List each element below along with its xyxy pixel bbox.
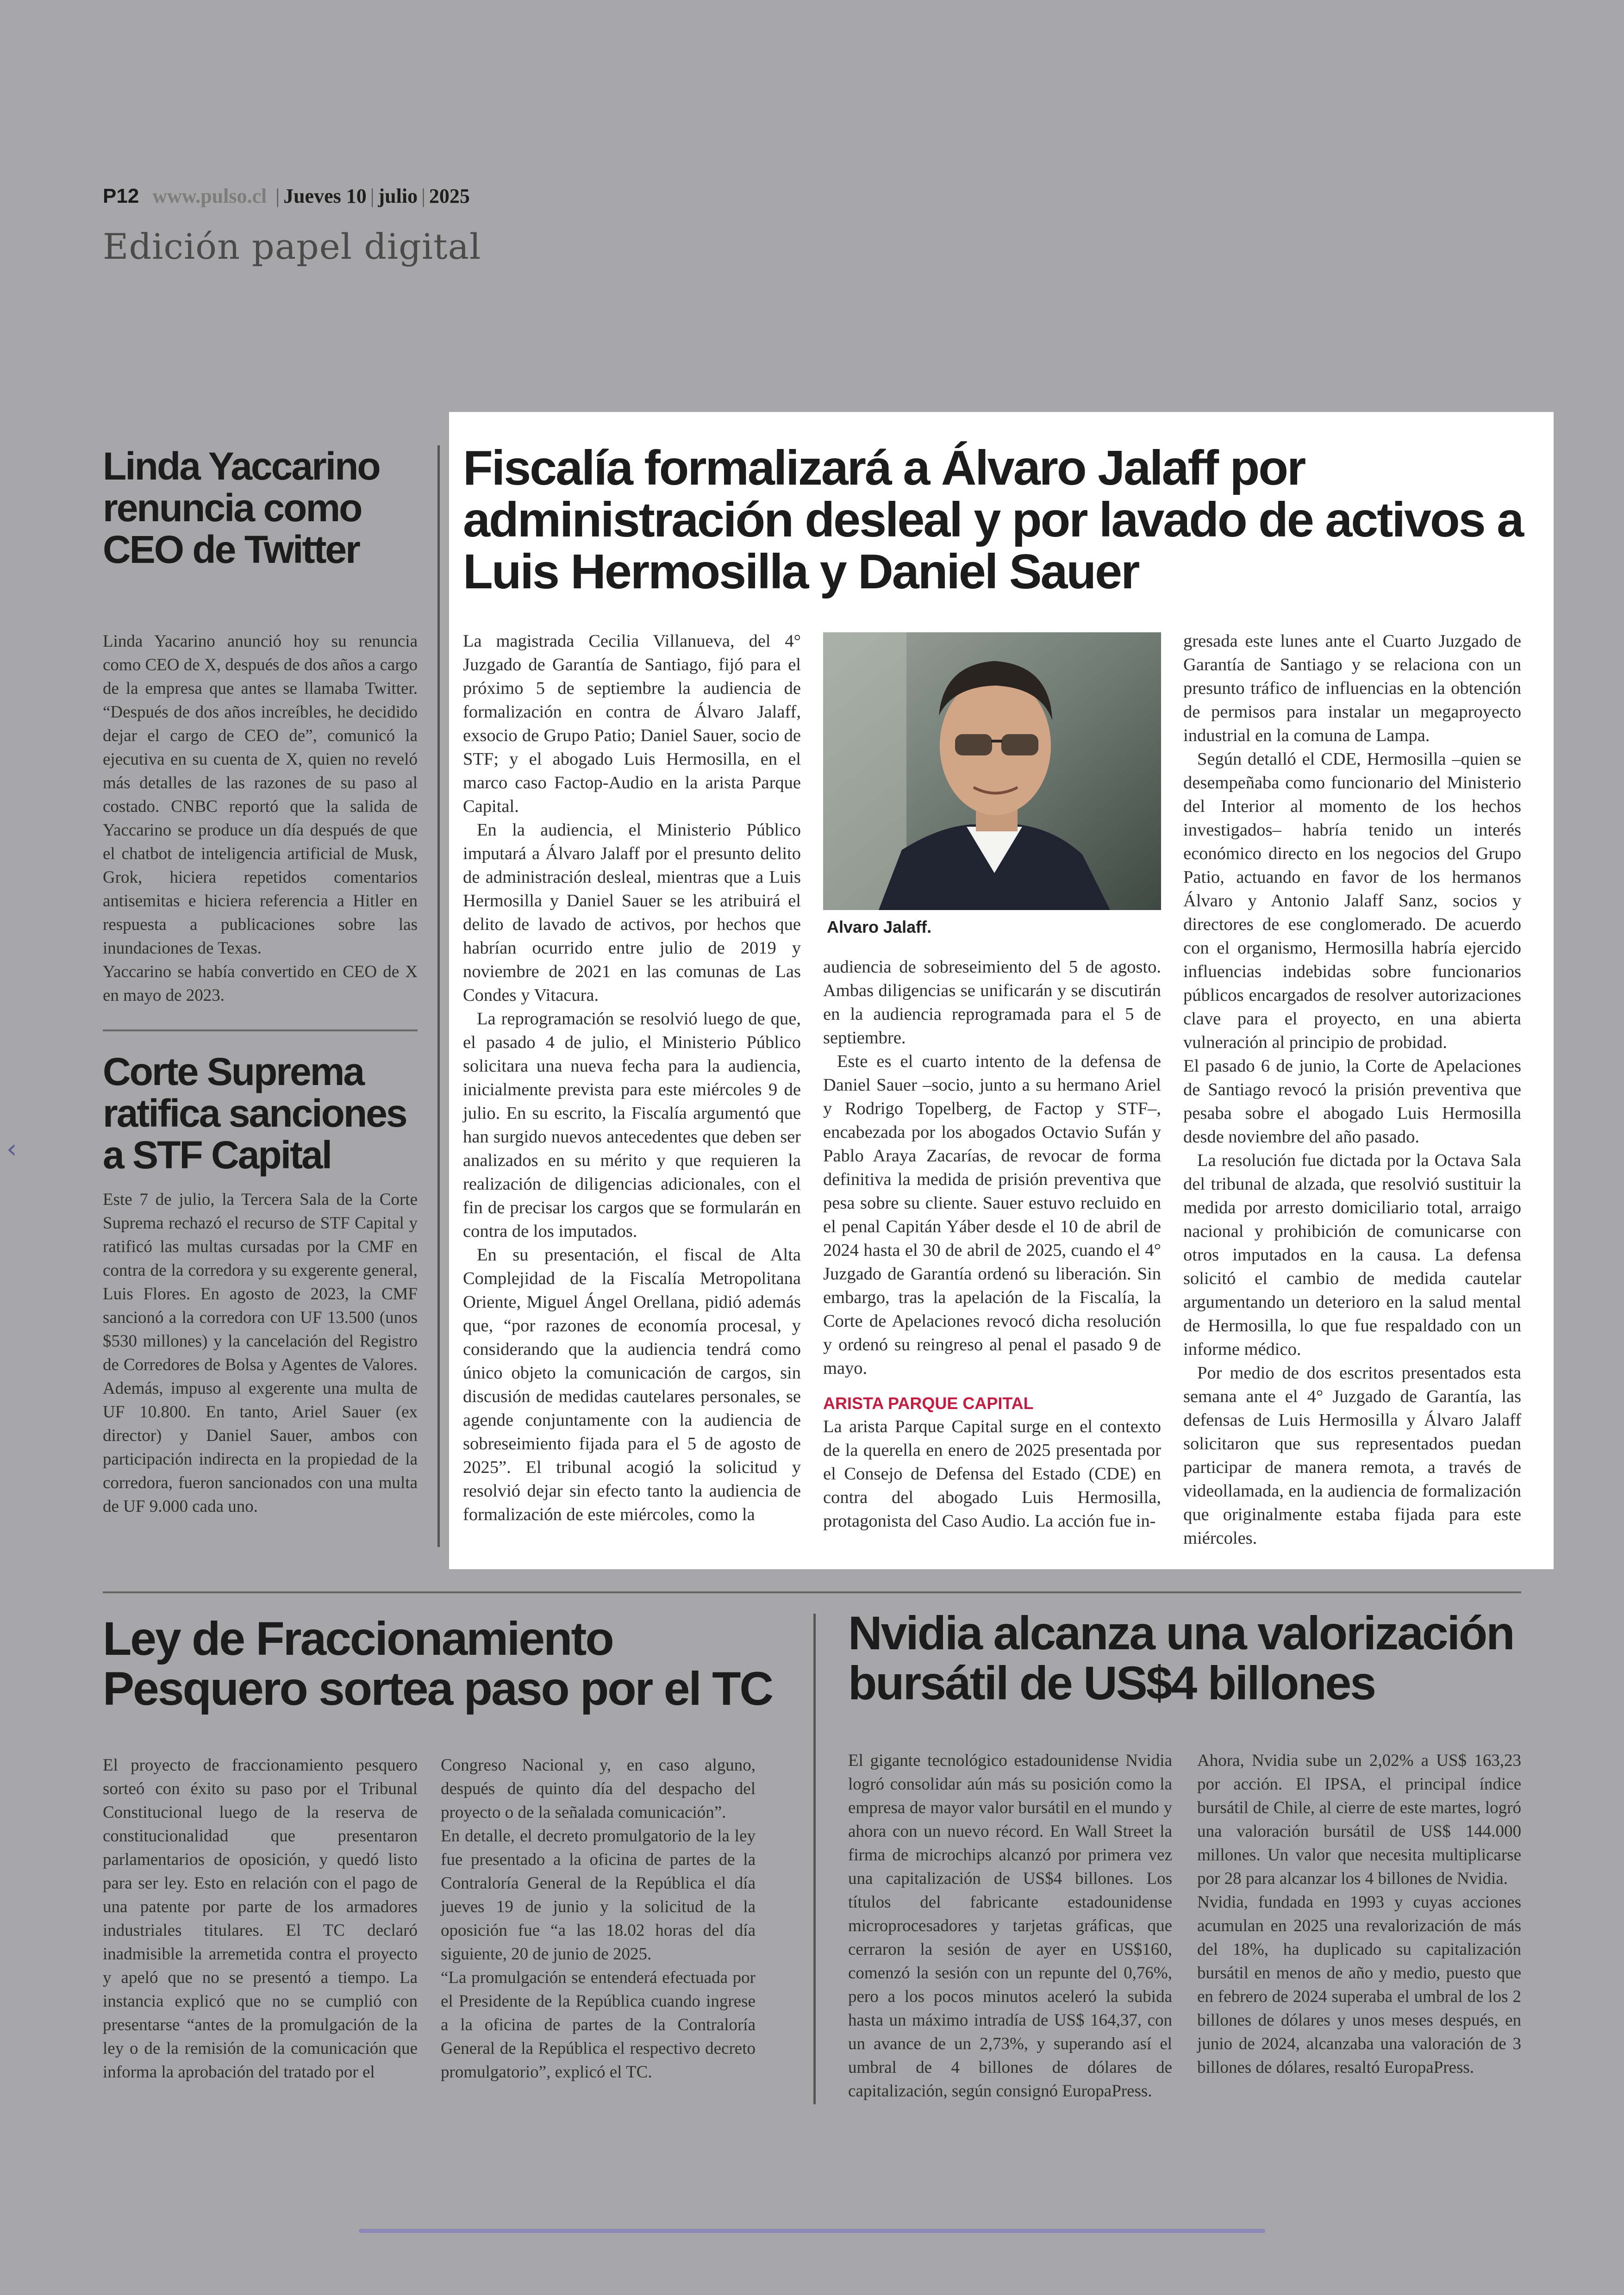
header-day: Jueves 10 [283,185,367,207]
main-headline: Fiscalía formalizará a Álvaro Jalaff por administración desleal y por lavado de activos a Luis Hermosilla y Daniel Sauer [463,441,1523,599]
column-divider [813,1614,816,2104]
alvaro-jalaff-photo [823,632,1161,910]
main-story-col1 [463,630,801,1527]
paragraph: El proyecto de fraccionamiento pesquero sorteó con éxito su paso por el Tribunal Constitucional luego de la reserva de constitucionalidad que presentaron parlamentarios de oposición, y quedó listo para ser ley. Esto en relación con el pago de una patente por parte de los armadores industriales titulares. El TC declaró inadmisible la arremetida contra el proyecto y apeló que no se presentó a tiempo. La instancia explicó que no se cumplió con presentarse “antes de la promulgación de la ley o de la remisión de la comunicación que informa la aprobación del tratado por el [103,1756,418,2082]
nvidia-col2 [1197,1749,1521,2079]
photo-caption: Alvaro Jalaff. [827,917,932,936]
paragraph: audiencia de sobreseimiento del 5 de agosto. Ambas diligencias se unificarán y se discutirán en la audiencia reprogramada para el 5 de septiembre. [823,957,1161,1048]
paragraph: En la audiencia, el Ministerio Público imputará a Álvaro Jalaff por el presunto delito de administración desleal, mientras que a Luis Hermosilla y Daniel Sauer se les atribuirá el delito de lavado de activos, por hechos que habrían ocurrido entre julio de 2019 y noviembre de 2021 en las comunas de Las Condes y Vitacura. [463,820,801,1005]
paragraph: El gigante tecnológico estadounidense Nvidia logró consolidar aún más su posición como la empresa de mayor valor bursátil en el mundo y ahora con un nuevo récord. En Wall Street la firma de microchips alcanzó por primera vez una capitalización de US$4 billones. Los títulos del fabricante estadounidense microprocesadores y tarjetas gráficas, que cerraron la sesión de ayer en US$160, comenzó la sesión con un repunte del 0,76%, pero a los pocos minutos aceleró la subida hasta un máximo intradía de US$ 164,37, con un avance de un 2,73%, y superando así el umbral de 4 billones de dólares de capitalización, según consignó EuropaPress. [848,1751,1172,2101]
main-story-col3 [1183,630,1521,1550]
section-divider [103,1591,1521,1593]
chevron-left-icon[interactable]: ‹ [6,1134,17,1164]
paragraph: Este es el cuarto intento de la defensa de Daniel Sauer –socio, junto a su hermano Ariel y Rodrigo Topelberg, de Factop y STF–, encabezada por los abogados Octavio Sufán y Pablo Araya Zacarías, de revocar de forma definitiva la medida de prisión preventiva que pesa sobre su cliente. Sauer estuvo recluido en el penal Capitán Yáber desde el 10 de abril de 2024 hasta el 30 de abril de 2025, cuando el 4° Juzgado de Garantía ordenó su liberación. Sin embargo, tras la apelación de la Fiscalía, la Corte de Apelaciones revocó dicha resolución y ordenó su reingreso al penal el pasado 9 de mayo. [823,1052,1161,1378]
paragraph: “La promulgación se entenderá efectuada por el Presidente de la República cuando ingrese a la oficina de partes de la Contraloría General de la República el respectivo decreto promulgatorio”, explicó el TC. [441,1968,756,2082]
paragraph: Este 7 de julio, la Tercera Sala de la Corte Suprema rechazó el recurso de STF Capital y ratificó las multas cursadas por la CMF en contra de la corredora y su exgerente general, Luis Flores. En agosto de 2023, la CMF sancionó a la corredora con UF 13.500 (unos $530 millones) y la cancelación del Registro de Corredores de Bolsa y Agentes de Valores. Además, impuso al exgerente una multa de UF 10.800. En tanto, Ariel Sauer (ex director) y Daniel Sauer, ambos con participación indirecta en la propiedad de la corredora, fueron sancionados con una multa de UF 9.000 cada uno. [103,1190,418,1516]
linda-yaccarino-headline: Linda Yaccarino renuncia como CEO de Twitter [103,444,380,571]
nvidia-col1 [848,1749,1172,2103]
paragraph: Según detalló el CDE, Hermosilla –quien se desempeñaba como funcionario del Ministerio del Interior al momento de los hechos investigados– habría tenido un interés económico directo en los negocios del Grupo Patio, actuando en favor de los hermanos Álvaro y Antonio Jalaff Sanz, socios y directores de ese conglomerado. De acuerdo con el organismo, Hermosilla habría ejercido influencias indebidas sobre funcionarios públicos encargados de resolver autorizaciones clave para el proyecto, en una abierta vulneración al principio de probidad. [1183,749,1521,1052]
column-divider [437,445,440,1547]
edition-title: Edición papel digital [103,226,481,267]
paragraph: La arista Parque Capital surge en el contexto de la querella en enero de 2025 presentada por el Consejo de Defensa del Estado (CDE) en contra del abogado Luis Hermosilla, protagonista del Caso Audio. La acción fue in- [823,1417,1161,1531]
paragraph: La reprogramación se resolvió luego de que, el pasado 4 de julio, el Ministerio Público solicitara una nueva fecha para la audiencia, inicialmente prevista para este miércoles 9 de julio. En su escrito, la Fiscalía argumentó que han surgido nuevos antecedentes que deben ser analizados en su mérito y que requieren la realización de diligencias adicionales, con el fin de precisar los cargos que se formularán en contra de los imputados. [463,1009,801,1241]
paragraph: El pasado 6 de junio, la Corte de Apelaciones de Santiago revocó la prisión preventiva que pesaba sobre el abogado Luis Hermosilla desde noviembre del año pasado. [1183,1056,1521,1147]
paragraph: En su presentación, el fiscal de Alta Complejidad de la Fiscalía Metropolitana Oriente, Miguel Ángel Orellana, pidió además que, “por razones de economía procesal, y considerando que la audiencia tendrá como único objeto la comunicación de cargos, sin discusión de medidas cautelares personales, se agende conjuntamente con la audiencia de sobreseimiento fijada para el 5 de agosto de 2025”. El tribunal acogió la solicitud y resolvió dejar sin efecto tanto la audiencia de formalización de este miércoles, como la [463,1245,801,1524]
paragraph: Congreso Nacional y, en caso alguno, después de quinto día del despacho del proyecto o de la señalada comunicación”. [441,1756,756,1822]
main-story-col2 [823,955,1161,1533]
portrait-illustration [823,632,1161,910]
paragraph: Por medio de dos escritos presentados esta semana ante el 4° Juzgado de Garantía, las defensas de Luis Hermosilla y Álvaro Jalaff solicitaron que sus representados puedan participar de manera remota, a través de videollamada, en la audiencia de formalización que originalmente estaba fijada para este miércoles. [1183,1363,1521,1548]
header-month: julio [378,185,418,207]
subhead-arista: ARISTA PARQUE CAPITAL [823,1394,1034,1413]
header-year: 2025 [429,185,470,207]
linda-yaccarino-body [103,630,418,1007]
paragraph: Nvidia, fundada en 1993 y cuyas acciones acumulan en 2025 una revalorización de más del 18%, ha duplicado su capitalización bursátil en menos de año y medio, puesto que en febrero de 2024 superaba el umbral de los 2 billones de dólares y unos meses después, en junio de 2024, alcanzaba una valoración de 3 billones de dólares, resaltó EuropaPress. [1197,1893,1521,2077]
site-url[interactable]: www.pulso.cl [152,185,267,207]
paragraph: Ahora, Nvidia sube un 2,02% a US$ 163,23 por acción. El IPSA, el principal índice bursátil de Chile, al cierre de este martes, logró una valoración bursátil de US$ 144.000 millones. Un valor que necesita multiplicarse por 28 para alcanzar los 4 billones de Nvidia. [1197,1751,1521,1888]
page-number: P12 [103,185,139,207]
page-header: P12 www.pulso.cl | Jueves 10 | julio | 2025 [103,185,470,207]
page-scrollbar[interactable] [359,2229,1265,2233]
paragraph: La resolución fue dictada por la Octava Sala del tribunal de alzada, que resolvió sustituir la medida por arresto domiciliario total, arraigo nacional y prohibición de comunicarse con otros imputados en la causa. La defensa solicitó el cambio de medida cautelar argumentando un deterioro en la salud mental de Hermosilla, lo que fue respaldado con un informe médico. [1183,1151,1521,1359]
corte-suprema-body [103,1188,418,1518]
paragraph: Yaccarino se había convertido en CEO de X en mayo de 2023. [103,962,418,1005]
divider [103,1029,418,1031]
paragraph: En detalle, el decreto promulgatorio de la ley fue presentado a la oficina de partes de la Contraloría General de la República el día jueves 19 de junio y la solicitud de la oposición fue “a las 18.02 horas del día siguiente, 20 de junio de 2025. [441,1827,756,1964]
ley-fraccionamiento-col1 [103,1753,418,2084]
ley-fraccionamiento-col2 [441,1753,756,2084]
paragraph: La magistrada Cecilia Villanueva, del 4° Juzgado de Garantía de Santiago, fijó para el próximo 5 de septiembre la audiencia de formalización en contra de Álvaro Jalaff, exsocio de Grupo Patio; Daniel Sauer, socio de STF; y el abogado Luis Hermosilla, en el marco caso Factop-Audio en la arista Parque Capital. [463,631,801,816]
nvidia-headline: Nvidia alcanza una valorización bursátil de US$4 billones [848,1607,1514,1709]
ley-fraccionamiento-headline: Ley de Fraccionamiento Pesquero sortea paso por el TC [103,1612,773,1715]
corte-suprema-headline: Corte Suprema ratifica sanciones a STF Capital [103,1050,406,1177]
paragraph: Linda Yacarino anunció hoy su renuncia como CEO de X, después de dos años a cargo de la empresa que antes se llamaba Twitter. “Después de dos años increíbles, he decidido dejar el cargo de CEO de”, comunicó la ejecutiva en su cuenta de X, quien no reveló más detalles de las razones de su paso al costado. CNBC reportó que la salida de Yaccarino se produce un día después de que el chatbot de inteligencia artificial de Musk, Grok, hiciera repetidos comentarios antisemitas e hiciera referencia a Hitler en respuesta a publicaciones sobre las inundaciones de Texas. [103,632,418,958]
paragraph: gresada este lunes ante el Cuarto Juzgado de Garantía de Santiago y se relaciona con un presunto tráfico de influencias en la obtención de permisos para instalar un megaproyecto industrial en la comuna de Lampa. [1183,631,1521,745]
